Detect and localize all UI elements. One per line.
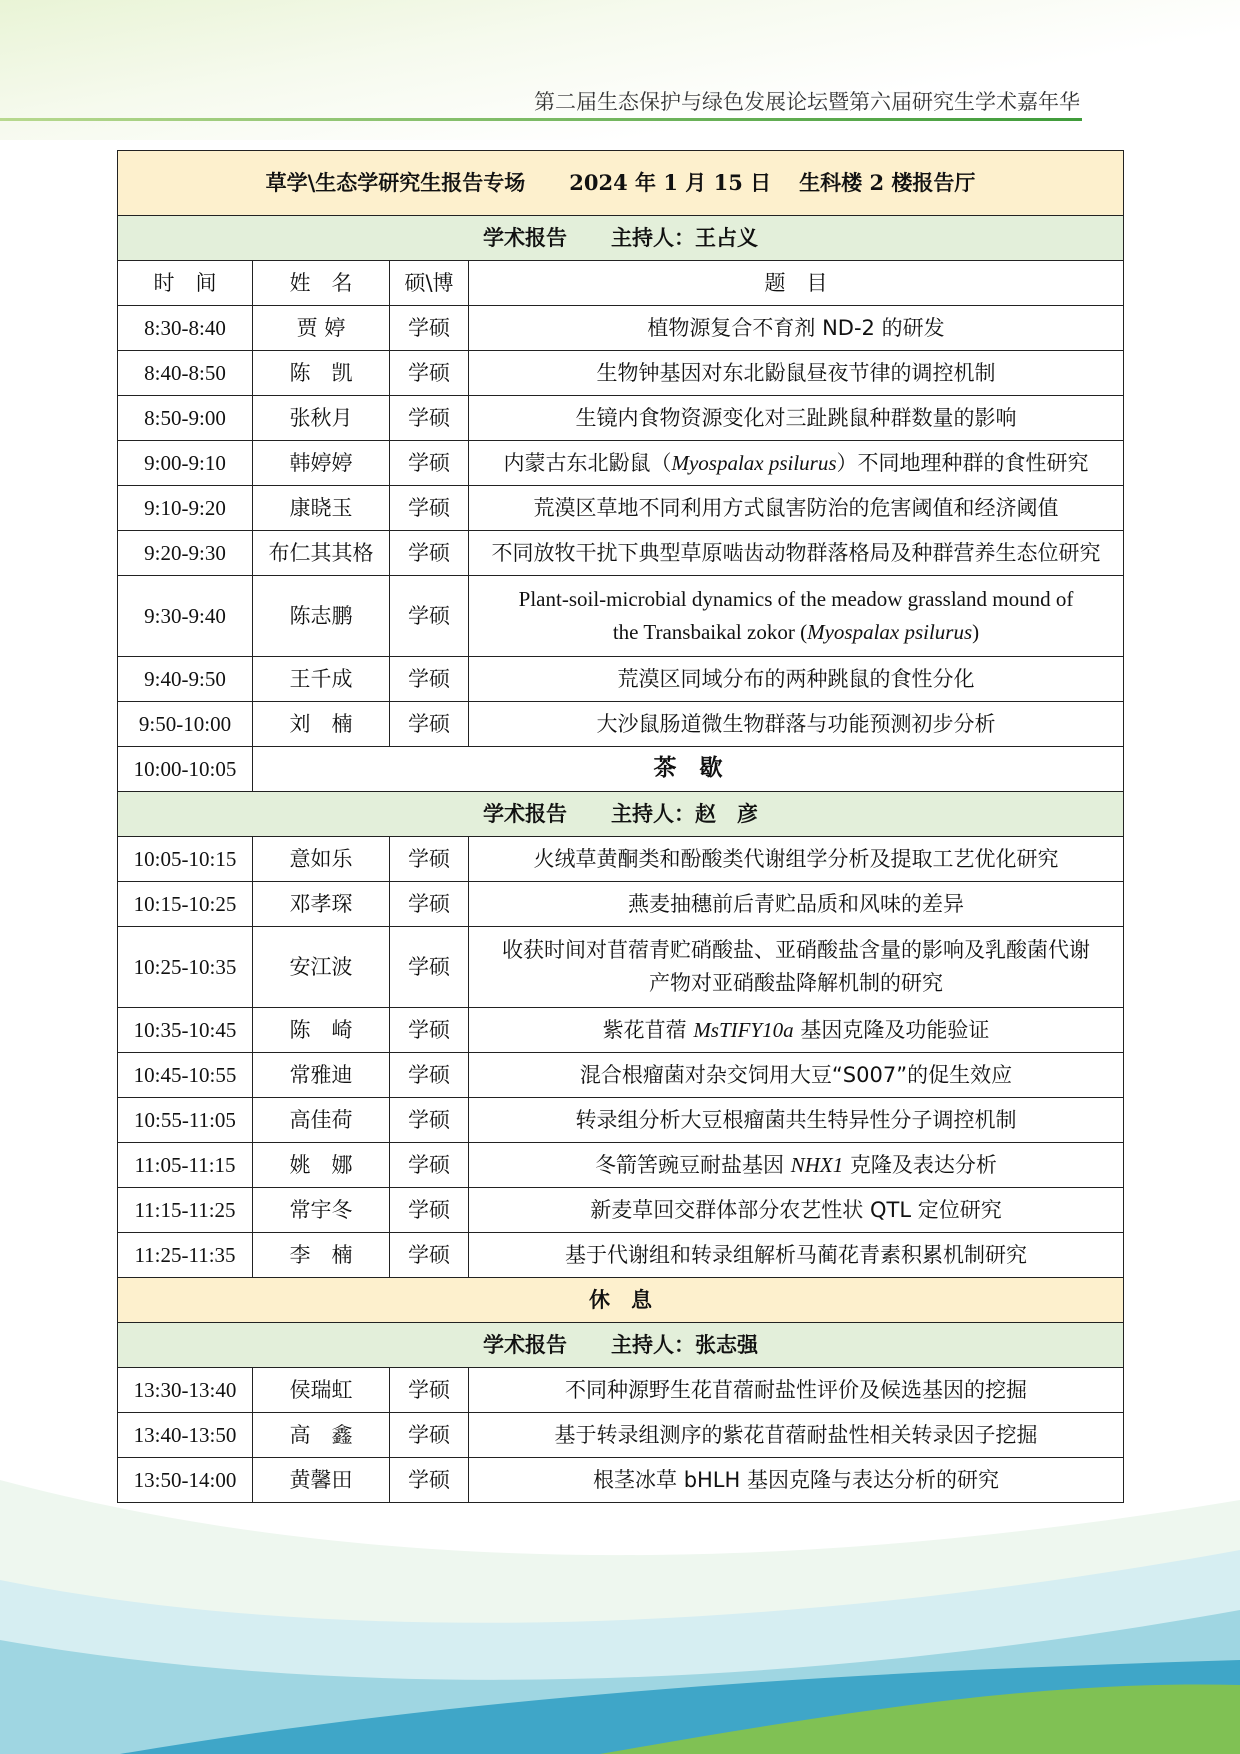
table-row: 9:40-9:50 王千成 学硕 荒漠区同域分布的两种跳鼠的食性分化 bbox=[118, 657, 1124, 702]
table-row: 8:30-8:40 贾 婷 学硕 植物源复合不育剂 ND-2 的研发 bbox=[118, 306, 1124, 351]
rest-row: 休 息 bbox=[118, 1278, 1124, 1323]
table-title-row bbox=[118, 151, 1124, 216]
table-row: 9:50-10:00 刘 楠 学硕 大沙鼠肠道微生物群落与功能预测初步分析 bbox=[118, 702, 1124, 747]
table-row: 13:50-14:00 黄馨田 学硕 根茎冰草 bHLH 基因克隆与表达分析的研究 bbox=[118, 1458, 1124, 1503]
col-time: 时 间 bbox=[118, 261, 253, 306]
table-row: 11:15-11:25 常宇冬 学硕 新麦草回交群体部分农艺性状 QTL 定位研究 bbox=[118, 1188, 1124, 1233]
table-row: 9:20-9:30 布仁其其格 学硕 不同放牧干扰下典型草原啮齿动物群落格局及种群营养生态位研究 bbox=[118, 531, 1124, 576]
table-row: 10:45-10:55 常雅迪 学硕 混合根瘤菌对杂交饲用大豆“S007”的促生效应 bbox=[118, 1053, 1124, 1098]
col-degree: 硕\博 bbox=[390, 261, 469, 306]
header-divider bbox=[0, 118, 1082, 121]
schedule-table bbox=[117, 150, 1124, 1503]
table-row: 10:55-11:05 高佳荷 学硕 转录组分析大豆根瘤菌共生特异性分子调控机制 bbox=[118, 1098, 1124, 1143]
table-row: 8:50-9:00 张秋月 学硕 生镜内食物资源变化对三趾跳鼠种群数量的影响 bbox=[118, 396, 1124, 441]
column-header-row bbox=[118, 261, 1124, 306]
col-topic: 题 目 bbox=[469, 261, 1124, 306]
table-row: 9:30-9:40 陈志鹏 学硕 Plant-soil-microbial dynamics of the meadow grassland mound of the Transbaikal zokor (Myospalax psilurus) bbox=[118, 576, 1124, 657]
table-row: 8:40-8:50 陈 凯 学硕 生物钟基因对东北鼢鼠昼夜节律的调控机制 bbox=[118, 351, 1124, 396]
session-header-1: 学术报告 主持人：王占义 bbox=[118, 216, 1124, 261]
conference-header: 第二届生态保护与绿色发展论坛暨第六届研究生学术嘉年华 bbox=[534, 90, 1080, 114]
table-row: 9:10-9:20 康晓玉 学硕 荒漠区草地不同利用方式鼠害防治的危害阈值和经济阈值 bbox=[118, 486, 1124, 531]
col-name: 姓 名 bbox=[253, 261, 390, 306]
table-row: 10:15-10:25 邓孝琛 学硕 燕麦抽穗前后青贮品质和风味的差异 bbox=[118, 882, 1124, 927]
table-row: 11:25-11:35 李 楠 学硕 基于代谢组和转录组解析马蔺花青素积累机制研究 bbox=[118, 1233, 1124, 1278]
table-row: 10:05-10:15 意如乐 学硕 火绒草黄酮类和酚酸类代谢组学分析及提取工艺优化研究 bbox=[118, 837, 1124, 882]
table-row: 13:40-13:50 高 鑫 学硕 基于转录组测序的紫花苜蓿耐盐性相关转录因子挖掘 bbox=[118, 1413, 1124, 1458]
session-header-3: 学术报告 主持人：张志强 bbox=[118, 1323, 1124, 1368]
table-title: 草学\生态学研究生报告专场 2024 年 1 月 15 日 生科楼 2 楼报告厅 bbox=[118, 151, 1124, 216]
table-row: 10:25-10:35 安江波 学硕 收获时间对苜蓿青贮硝酸盐、亚硝酸盐含量的影响及乳酸菌代谢 产物对亚硝酸盐降解机制的研究 bbox=[118, 927, 1124, 1008]
table-row: 11:05-11:15 姚 娜 学硕 冬箭筈豌豆耐盐基因 NHX1 克隆及表达分析 bbox=[118, 1143, 1124, 1188]
table-row: 13:30-13:40 侯瑞虹 学硕 不同种源野生花苜蓿耐盐性评价及候选基因的挖掘 bbox=[118, 1368, 1124, 1413]
tea-break-row: 10:00-10:05 茶 歇 bbox=[118, 747, 1124, 792]
session-header-2: 学术报告 主持人：赵 彦 bbox=[118, 792, 1124, 837]
table-row: 10:35-10:45 陈 崎 学硕 紫花苜蓿 MsTIFY10a 基因克隆及功能验证 bbox=[118, 1008, 1124, 1053]
table-row: 9:00-9:10 韩婷婷 学硕 内蒙古东北鼢鼠（Myospalax psilurus）不同地理种群的食性研究 bbox=[118, 441, 1124, 486]
